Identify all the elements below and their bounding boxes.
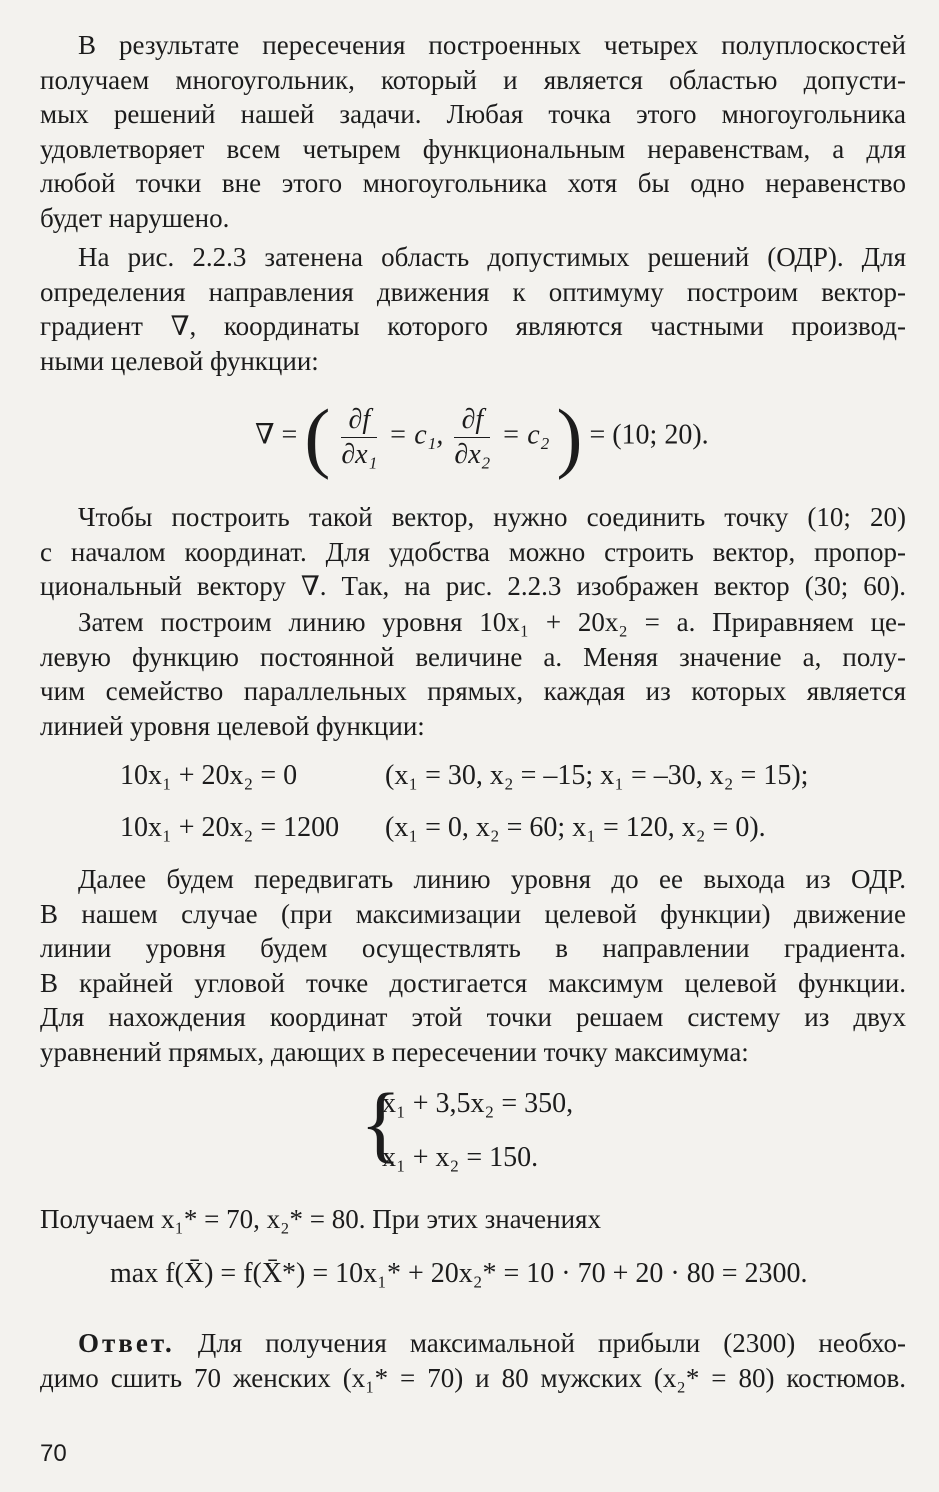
gradient-equation [255, 393, 709, 480]
text-line: линией уровня целевой функции: [40, 710, 425, 741]
c2-term: = c₂ [501, 419, 550, 451]
text-line: мых решений нашей задачи. Любая точка этого многоугольника [40, 99, 906, 129]
text-line: левую функцию постоянной величине a. Меняя значение a, полу- [40, 641, 906, 672]
text-line: Чтобы построить такой вектор, нужно соединить точку (10; 20) [78, 502, 906, 532]
text-line: В результате пересечения построенных четырех полуплоскостей [78, 30, 906, 60]
paragraph-2 [40, 240, 906, 378]
text-line: удовлетворяет всем четырем функциональным неравенствам, а для [40, 133, 906, 164]
c1-term: = c₁, [388, 419, 444, 451]
text-line: градиент ∇, координаты которого являются частными производ- [40, 311, 906, 341]
text-line: циональный вектору ∇. Так, на рис. 2.2.3 изображен вектор (30; 60). [40, 571, 906, 601]
text-line: получаем многоугольник, который и является областью допусти- [40, 64, 906, 95]
system-eq-1: x₁ + 3,5x₂ = 350, [382, 1088, 574, 1119]
curly-brace: { [360, 1075, 402, 1171]
paragraph-1 [40, 28, 906, 235]
page-number: 70 [40, 1440, 67, 1467]
fraction-1-num: ∂f [341, 403, 377, 438]
gradient-rhs: = (10; 20). [589, 419, 709, 451]
paragraph-6: Получаем x₁* = 70, x₂* = 80. При этих значениях [40, 1204, 601, 1234]
paren-right: ) [556, 393, 583, 480]
text-line: На рис. 2.2.3 затенена область допустимых решений (ОДР). Для [78, 242, 906, 272]
fraction-2-num: ∂f [454, 403, 490, 438]
text-line: любой точки вне этого многоугольника хотя бы одно неравенство [40, 168, 906, 198]
text-line: Затем построим линию уровня 10x₁ + 20x₂ = a. Приравняем це- [78, 607, 906, 637]
text-line: будет нарушено. [40, 202, 230, 233]
text-line: Для нахождения координат этой точки решаем систему из двух [40, 1002, 906, 1032]
max-equation: max f(X̄) = f(X̄*) = 10x₁* + 20x₂* = 10 · 70 + 20 · 80 = 2300. [110, 1258, 808, 1289]
fraction-1-den: ∂x₁ [341, 438, 378, 470]
text-line: определения направления движения к оптимуму построим вектор- [40, 276, 906, 307]
text-line: чим семейство параллельных прямых, каждая из которых является [40, 676, 906, 706]
text-line: В крайней угловой точке достигается максимум целевой функции. [40, 967, 906, 998]
gradient-lhs: ∇ = [255, 419, 298, 451]
text-line: уравнений прямых, дающих в пересечении точку максимума: [40, 1036, 749, 1067]
text-line [40, 1326, 906, 1361]
answer-line-2: димо сшить 70 женских (x₁* = 70) и 80 мужских (x₂* = 80) костюмов. [40, 1362, 906, 1393]
paragraph-5 [40, 862, 906, 1069]
paragraph-3 [40, 500, 906, 604]
paren-left: ( [304, 393, 331, 480]
answer-block [40, 1326, 906, 1395]
level-line-1-points: (x₁ = 30, x₂ = –15; x₁ = –30, x₂ = 15); [385, 760, 809, 791]
paragraph-4 [40, 605, 906, 743]
fraction-2 [454, 403, 490, 472]
fraction-1 [341, 403, 377, 472]
level-line-1-eq: 10x₁ + 20x₂ = 0 [120, 760, 298, 791]
text-line: с началом координат. Для удобства можно строить вектор, пропор- [40, 536, 906, 567]
text-line: ными целевой функции: [40, 345, 319, 376]
text-line: Далее будем передвигать линию уровня до ее выхода из ОДР. [78, 864, 906, 894]
level-line-2-points: (x₁ = 0, x₂ = 60; x₁ = 120, x₂ = 0). [385, 812, 766, 843]
text-line: линии уровня будем осуществлять в направлении градиента. [40, 933, 906, 963]
answer-label: Ответ. [78, 1328, 175, 1358]
text-line: В нашем случае (при максимизации целевой функции) движение [40, 898, 906, 929]
level-line-2-eq: 10x₁ + 20x₂ = 1200 [120, 812, 340, 843]
system-eq-2: x₁ + x₂ = 150. [382, 1142, 539, 1173]
fraction-2-den: ∂x₂ [454, 438, 491, 470]
answer-line-1: Для получения максимальной прибыли (2300) необхо- [174, 1328, 906, 1358]
